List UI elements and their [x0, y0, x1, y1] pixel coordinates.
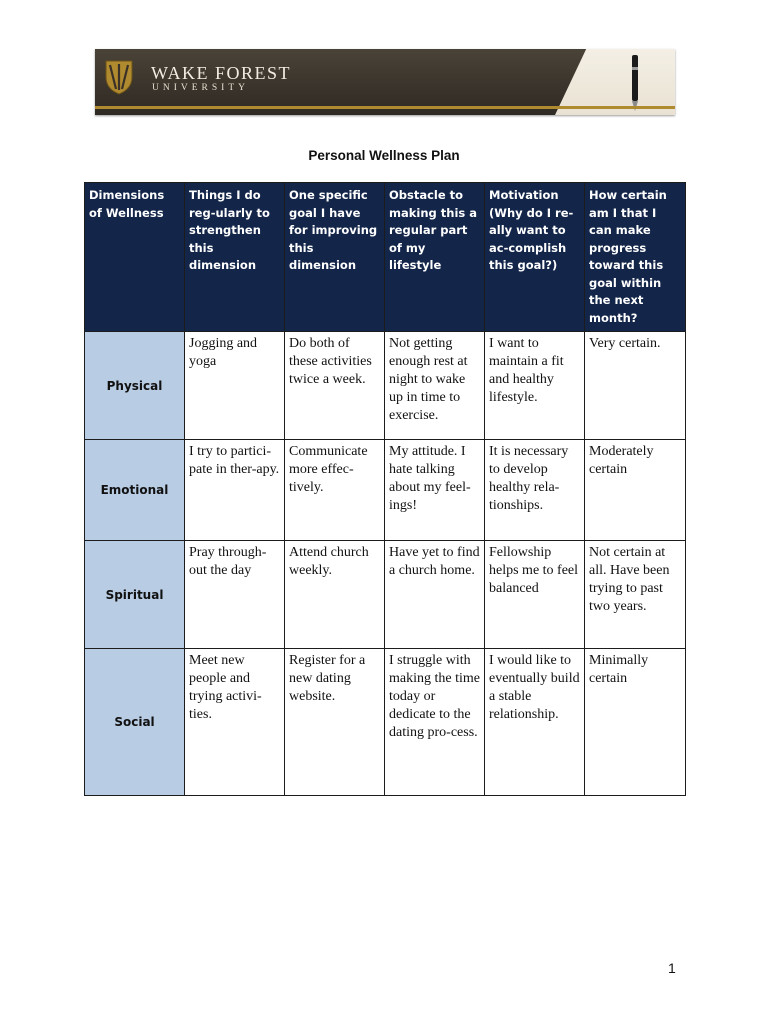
table-cell: My attitude. I hate talking about my feel-ings! — [385, 440, 485, 541]
table-row — [85, 541, 686, 649]
header-obstacle: Obstacle to making this a regular part of my lifestyle — [385, 183, 485, 332]
table-cell: Not getting enough rest at night to wake up in time to exercise. — [385, 332, 485, 440]
table-cell: Minimally certain — [585, 649, 686, 796]
dimension-label: Emotional — [85, 440, 185, 541]
table-cell: Jogging and yoga — [185, 332, 285, 440]
document-title: Personal Wellness Plan — [308, 148, 460, 163]
table-cell: Communicate more effec-tively. — [285, 440, 385, 541]
table-row — [85, 440, 686, 541]
table-cell: It is necessary to develop healthy rela-tionships. — [485, 440, 585, 541]
table-cell: Not certain at all. Have been trying to past two years. — [585, 541, 686, 649]
table-cell: Attend church weekly. — [285, 541, 385, 649]
table-cell: I would like to eventually build a stable relationship. — [485, 649, 585, 796]
header-certainty: How certain am I that I can make progress toward this goal within the next month? — [585, 183, 686, 332]
header-motivation: Motivation (Why do I re-ally want to ac-complish this goal?) — [485, 183, 585, 332]
table-cell: Moderately certain — [585, 440, 686, 541]
banner-gold-stripe — [95, 106, 675, 109]
pen-icon — [615, 53, 655, 113]
table-cell: Do both of these activities twice a week. — [285, 332, 385, 440]
dimension-label: Social — [85, 649, 185, 796]
university-banner — [95, 49, 675, 115]
table-header-row — [85, 183, 686, 332]
table-row — [85, 649, 686, 796]
header-regular-activities: Things I do reg-ularly to strengthen this dimension — [185, 183, 285, 332]
dimension-label: Spiritual — [85, 541, 185, 649]
header-dimensions: Dimensions of Wellness — [85, 183, 185, 332]
table-cell: I want to maintain a fit and healthy lifestyle. — [485, 332, 585, 440]
table-cell: Fellowship helps me to feel balanced — [485, 541, 585, 649]
table-cell: I struggle with making the time today or dedicate to the dating pro-cess. — [385, 649, 485, 796]
header-specific-goal: One specific goal I have for improving this dimension — [285, 183, 385, 332]
table-cell: Pray through-out the day — [185, 541, 285, 649]
table-row — [85, 332, 686, 440]
table-cell: I try to partici-pate in ther-apy. — [185, 440, 285, 541]
dimension-label: Physical — [85, 332, 185, 440]
table-cell: Have yet to find a church home. — [385, 541, 485, 649]
university-name: WAKE FOREST — [151, 63, 292, 83]
wellness-plan-table — [84, 182, 686, 796]
university-subtitle: UNIVERSITY — [152, 83, 249, 93]
wake-forest-shield-icon — [104, 59, 134, 95]
page-number: 1 — [668, 960, 676, 976]
table-cell: Meet new people and trying activi-ties. — [185, 649, 285, 796]
table-cell: Very certain. — [585, 332, 686, 440]
table-cell: Register for a new dating website. — [285, 649, 385, 796]
